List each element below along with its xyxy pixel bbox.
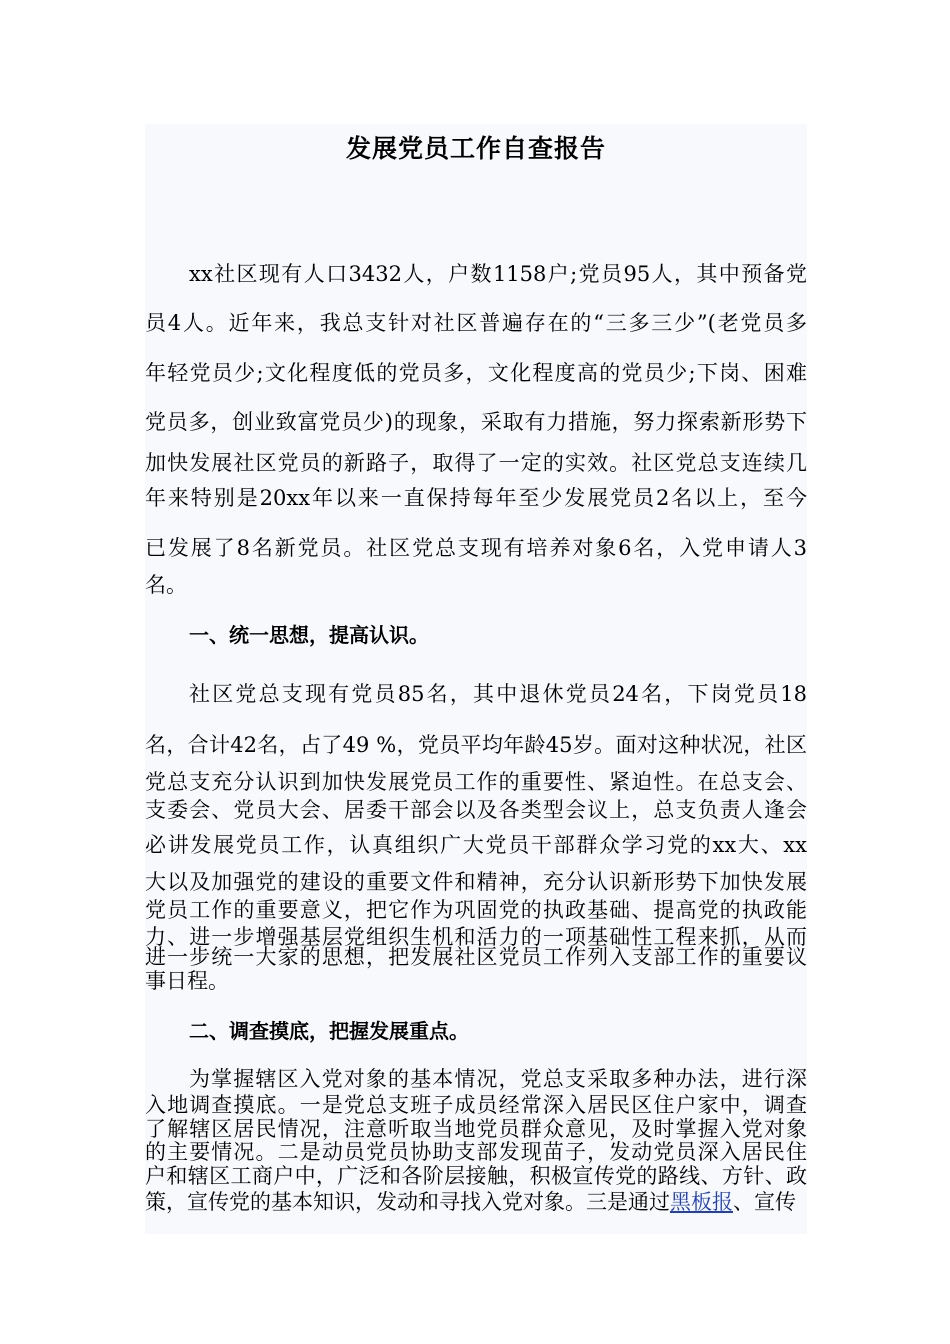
paragraph-line: 为掌握辖区入党对象的基本情况，党总支采取多种办法，进行深 bbox=[189, 1067, 807, 1091]
paragraph-line: 党员多，创业致富党员少)的现象，采取有力措施，努力探索新形势下 bbox=[145, 410, 807, 434]
paragraph-line: 支委会、党员大会、居委干部会以及各类型会议上，总支负责人逢会 bbox=[145, 798, 807, 822]
paragraph-line: 进一步统一大家的思想，把发展社区党员工作列入支部工作的重要议 bbox=[145, 945, 807, 969]
paragraph-line: 入地调查摸底。一是党总支班子成员经常深入居民区住户家中，调查 bbox=[145, 1093, 807, 1117]
paragraph-line-start: 策，宣传党的基本知识，发动和寻找入党对象。三是通过 bbox=[145, 1190, 670, 1214]
paragraph-line: 已发展了8名新党员。社区党总支现有培养对象6名，入党申请人3 bbox=[145, 536, 807, 560]
section-heading-2: 二、调查摸底，把握发展重点。 bbox=[189, 1019, 469, 1043]
paragraph-line: xx社区现有人口3432人，户数1158户;党员95人，其中预备党 bbox=[189, 262, 807, 286]
document-title: 发展党员工作自查报告 bbox=[345, 134, 606, 163]
paragraph-line: 名，合计42名，占了49 %，党员平均年龄45岁。面对这种状况，社区 bbox=[145, 733, 807, 757]
paragraph-line: 党总支充分认识到加快发展党员工作的重要性、紧迫性。在总支会、 bbox=[145, 770, 807, 794]
blackboard-link[interactable]: 黑板报 bbox=[670, 1190, 733, 1214]
paragraph-line: 了解辖区居民情况，注意听取当地党员群众意见，及时掌握入党对象 bbox=[145, 1117, 807, 1141]
paragraph-line: 名。 bbox=[145, 573, 187, 597]
paragraph-line: 力、进一步增强基层党组织生机和活力的一项基础性工程来抓，从而 bbox=[145, 925, 807, 949]
paragraph-line: 员4人。近年来，我总支针对社区普遍存在的“三多三少”(老党员多 bbox=[145, 311, 807, 335]
paragraph-line: 的主要情况。二是动员党员协助支部发现苗子，发动党员深入居民住 bbox=[145, 1140, 807, 1164]
paragraph-line: 必讲发展党员工作，认真组织广大党员干部群众学习党的xx大、xx bbox=[145, 833, 807, 857]
paragraph-line: 党员工作的重要意义，把它作为巩固党的执政基础、提高党的执政能 bbox=[145, 898, 807, 922]
section-heading-1: 一、统一思想，提高认识。 bbox=[189, 623, 429, 647]
paragraph-line: 事日程。 bbox=[145, 969, 229, 993]
paragraph-line: 社区党总支现有党员85名，其中退休党员24名，下岗党员18 bbox=[189, 682, 807, 706]
paragraph-line: 大以及加强党的建设的重要文件和精神，充分认识新形势下加快发展 bbox=[145, 870, 807, 894]
paragraph-line-with-link bbox=[145, 1186, 807, 1216]
paragraph-line: 加快发展社区党员的新路子，取得了一定的实效。社区党总支连续几 bbox=[145, 451, 807, 475]
paragraph-line-end: 、宣传 bbox=[733, 1190, 796, 1214]
paragraph-line: 年来特别是20xx年以来一直保持每年至少发展党员2名以上，至今 bbox=[145, 486, 807, 510]
paragraph-line: 年轻党员少;文化程度低的党员多，文化程度高的党员少;下岗、困难 bbox=[145, 361, 807, 385]
paragraph-line: 户和辖区工商户中，广泛和各阶层接触，积极宣传党的路线、方针、政 bbox=[145, 1164, 807, 1188]
